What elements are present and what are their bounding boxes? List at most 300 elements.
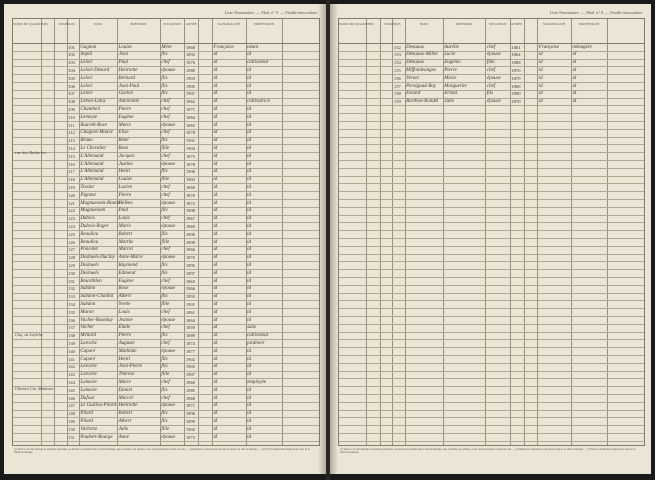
profession: id [247, 372, 251, 378]
profession: id [247, 239, 251, 245]
first-name: Jean-Paul [118, 83, 140, 89]
first-name: Marie [118, 223, 131, 229]
row-rule [339, 183, 644, 184]
surname: Dubois-Roger [80, 223, 109, 229]
profession: id [572, 52, 577, 58]
nationality: id [213, 52, 218, 58]
profession: id [247, 247, 251, 253]
row-rule [339, 230, 644, 231]
birth-year: 1867 [185, 216, 196, 222]
household-number: 157 [393, 83, 401, 89]
household-number: 136 [68, 317, 75, 323]
profession: id [247, 138, 251, 144]
nationality: id [213, 184, 218, 190]
surname: Chagnol-Mauve [80, 130, 113, 136]
profession: id [247, 418, 251, 424]
family-situation: épouse [161, 403, 176, 409]
nationality: id [538, 83, 543, 89]
nationality: id [213, 145, 218, 151]
first-name: Paul [118, 208, 129, 214]
household-number: 113 [68, 138, 75, 144]
right-page [330, 4, 651, 474]
row-rule [339, 191, 644, 192]
birth-year: 1873 [185, 434, 196, 440]
family-situation: fils [161, 83, 168, 89]
surname: Laroche [80, 340, 97, 346]
surname: Bouvelt-Roze [80, 122, 107, 128]
birth-year: 1871 [185, 106, 196, 112]
profession: id [247, 434, 251, 440]
profession: néant [247, 44, 259, 50]
surname: Deshuels [80, 262, 99, 268]
surname: Subdon [80, 286, 96, 292]
profession: id [247, 83, 251, 89]
first-name: Rose [118, 145, 129, 151]
household-number: 150 [68, 426, 75, 432]
family-situation: chef [161, 130, 170, 136]
family-situation: épouse [161, 286, 176, 292]
surname: Le Guillou-Pilard [80, 403, 117, 409]
family-situation: fils [161, 294, 168, 300]
row-rule [13, 441, 319, 442]
birth-year: 1905 [185, 83, 196, 89]
row-rule [339, 168, 644, 169]
nationality: id [213, 348, 218, 354]
family-situation: chef [161, 309, 170, 315]
family-situation: épouse [161, 161, 176, 167]
nationality: id [213, 231, 218, 237]
household-number: 133 [68, 294, 75, 300]
nationality: id [213, 130, 218, 136]
first-name: Marie [118, 379, 131, 385]
nationality: id [213, 270, 218, 276]
family-situation: chef [161, 278, 170, 284]
surname: Lemoyte [80, 114, 98, 120]
first-name: Edmond [118, 270, 136, 276]
profession: id [247, 52, 251, 58]
profession: id [247, 309, 251, 315]
household-number: 138 [68, 333, 75, 339]
family-situation: fils [161, 364, 168, 370]
household-number: 159 [393, 99, 401, 105]
household-number: 125 [68, 231, 75, 237]
household-number: 114 [68, 145, 75, 151]
row-rule [339, 402, 644, 403]
household-number: 131 [68, 278, 75, 284]
first-name: Marie [444, 75, 457, 81]
nationality: id [213, 216, 218, 222]
surname: Barthon-Rondel [406, 99, 439, 105]
nationality: id [213, 426, 218, 432]
nationality: id [213, 153, 218, 159]
first-name: Albert [118, 294, 132, 300]
first-name: Gaston [118, 91, 134, 97]
column-header: PRÉNOMS [130, 22, 147, 26]
household-number: 118 [68, 177, 75, 183]
page-footnote: (1) Dans le cas d'un ménage de plusieurs personnes, on inscrira en premier lieu le chef de ménage, puis sa femme, ses enfants, et les autres personnes vivant avec lui. — (2) Indiquer la situation de chacun par rapport au chef de ménage. — (3) Voir les instructions figurant au verso de la feuille de ménage. [340, 448, 636, 455]
birth-year: 1866 [185, 286, 196, 292]
row-rule [339, 371, 644, 372]
left-page [4, 4, 326, 474]
household-number: 116 [68, 161, 75, 167]
family-situation: chef [161, 114, 170, 120]
household-number: 142 [68, 364, 75, 370]
birth-year: 1888 [511, 60, 521, 66]
first-name: Auguste [118, 340, 135, 346]
nationality: id [213, 395, 218, 401]
row-rule [339, 347, 644, 348]
profession: id [247, 231, 251, 237]
surname: Leloir [80, 91, 93, 97]
family-situation: chef [161, 60, 170, 66]
household-number: 152 [393, 44, 401, 50]
row-rule [339, 113, 644, 114]
first-name: Émile [118, 325, 131, 331]
birth-year: 1877 [185, 348, 196, 354]
birth-year: 1902 [185, 356, 196, 362]
nationality: id [213, 200, 218, 206]
surname: Poncelet [80, 247, 98, 253]
household-number: 141 [68, 356, 75, 362]
nationality: id [213, 403, 218, 409]
birth-year: 1869 [185, 184, 196, 190]
family-situation: épouse [161, 223, 176, 229]
birth-year: 1869 [185, 223, 196, 229]
profession: id [247, 192, 251, 198]
birth-year: 1899 [185, 418, 196, 424]
family-situation: fils [161, 169, 168, 175]
family-situation: chef [486, 67, 496, 73]
family-situation: fille [161, 372, 170, 378]
column-header: SITUATION [163, 22, 181, 26]
household-number: 156 [393, 75, 401, 81]
household-number: 143 [68, 372, 75, 378]
column-header: NUMÉROS [58, 22, 75, 26]
first-name: Julie [444, 99, 454, 105]
nationality: id [213, 208, 218, 214]
birth-year: 1871 [185, 403, 196, 409]
surname: Lameire [80, 387, 97, 393]
birth-year: 1902 [185, 426, 196, 432]
profession: id [247, 278, 251, 284]
first-name: Marthe [118, 239, 134, 245]
first-name: Paul [118, 60, 129, 66]
column-header: PROFESSION [253, 22, 275, 26]
profession: id [247, 169, 251, 175]
surname: Laroche [80, 364, 97, 370]
birth-year: 1873 [185, 153, 196, 159]
household-number: 123 [68, 216, 75, 222]
row-rule [339, 207, 644, 208]
household-number: 147 [68, 403, 75, 409]
row-rule [339, 417, 644, 418]
margin-note: rue des Tacheries [15, 150, 46, 155]
surname: Deshuels-Ducloy [80, 255, 115, 261]
surname: Paubert-Bourge [80, 434, 113, 440]
household-number: 107 [68, 91, 75, 97]
row-rule [339, 277, 644, 278]
family-situation: épouse [161, 122, 176, 128]
profession: cultivatrice [247, 99, 270, 105]
surname: Le Chevalier [80, 145, 107, 151]
row-rule [339, 238, 644, 239]
profession: id [247, 184, 251, 190]
first-name: Lucie [444, 52, 456, 58]
first-name: Henriette [118, 67, 138, 73]
household-number: 146 [68, 395, 75, 401]
surname: Magnuessen-Bouret [80, 200, 121, 206]
surname: Lebon-Laloy [80, 99, 106, 105]
surname: Impôt [80, 52, 92, 58]
birth-year: 1898 [185, 208, 196, 214]
profession: ménagère [572, 44, 592, 50]
profession: id [572, 67, 577, 73]
birth-year: 1864 [185, 114, 196, 120]
nationality: id [538, 60, 543, 66]
nationality: id [213, 418, 218, 424]
first-name: Daniel [118, 387, 133, 393]
family-situation: fille [486, 60, 495, 66]
page-footnote: (1) Dans le cas d'un ménage de plusieurs personnes, on inscrira en premier lieu le chef de ménage, puis sa femme, ses enfants, et les autres personnes vivant avec lui. — (2) Indiquer la situation de chacun par rapport au chef de ménage. — (3) Voir les instructions figurant au verso de la feuille de ménage. [14, 448, 310, 455]
profession: id [247, 286, 251, 292]
nationality: id [213, 99, 218, 105]
household-number: 144 [68, 379, 75, 385]
birth-year: 1860 [185, 379, 196, 385]
family-situation: épouse [161, 348, 176, 354]
row-rule [339, 363, 644, 364]
household-number: 137 [68, 325, 75, 331]
family-situation: fils [486, 91, 494, 97]
row-rule [339, 293, 644, 294]
nationality: id [213, 278, 218, 284]
nationality: id [538, 91, 543, 97]
profession: id [247, 177, 251, 183]
first-name: Louise [118, 44, 132, 50]
first-name: Jean-Pierre [118, 364, 143, 370]
profession: id [572, 91, 577, 97]
household-number: 134 [68, 301, 75, 307]
profession: id [247, 153, 251, 159]
nationality: id [213, 60, 218, 66]
surname: Caparé [80, 348, 96, 354]
family-situation: chef [161, 379, 170, 385]
first-name: Jacques [118, 153, 135, 159]
nationality: id [213, 434, 218, 440]
birth-year: 1859 [185, 325, 196, 331]
surname: Gagnon [80, 44, 97, 50]
first-name: Robert [118, 231, 133, 237]
birth-year: 1876 [511, 67, 521, 73]
surname: Denuaux-Millet [406, 52, 438, 58]
family-situation: fille [161, 177, 170, 183]
row-rule [339, 254, 644, 255]
profession: id [247, 411, 251, 417]
family-situation: fils [161, 411, 168, 417]
column-header: ANNÉE [185, 22, 197, 26]
first-name: Jean [118, 52, 129, 58]
first-name: Pierre [444, 67, 457, 73]
family-situation: épouse [161, 317, 176, 323]
household-number: 106 [68, 83, 75, 89]
profession: id [247, 145, 251, 151]
surname: Vernet [406, 75, 419, 81]
first-name: Antoinette [118, 99, 140, 105]
birth-year: 1868 [185, 44, 196, 50]
profession: id [247, 161, 251, 167]
nationality: id [213, 122, 218, 128]
column-header: NOM [93, 22, 102, 26]
family-situation: fils [161, 75, 168, 81]
family-situation: fils [161, 52, 168, 58]
nationality: id [213, 340, 218, 346]
family-situation: fils [161, 270, 168, 276]
family-situation: chef [161, 216, 170, 222]
first-name: Anne [118, 434, 129, 440]
first-name: Marguerite [444, 83, 467, 89]
row-rule [339, 378, 644, 379]
nationality: id [213, 75, 218, 81]
first-name: Aurélie [444, 44, 459, 50]
birth-year: 1903 [185, 75, 196, 81]
family-situation: épouse [486, 99, 501, 105]
row-rule [339, 222, 644, 223]
first-name: Marie [118, 122, 131, 128]
first-name: René [118, 138, 129, 144]
page-header: Liste Nominative. — Mod. n° 9. — Feuille intercalaire. [549, 10, 643, 15]
nationality: id [538, 52, 543, 58]
nationality: id [213, 301, 218, 307]
nationality: id [213, 364, 218, 370]
birth-year: 1903 [185, 177, 196, 183]
birth-year: 1866 [185, 247, 196, 253]
household-number: 104 [68, 67, 75, 73]
birth-year: 1901 [185, 301, 196, 307]
first-name: Robert [118, 411, 133, 417]
household-number: 132 [68, 286, 75, 292]
birth-year: 1870 [511, 99, 521, 105]
profession: employée [247, 379, 266, 385]
profession: id [247, 262, 251, 268]
row-rule [339, 160, 644, 161]
column-header: PROFESSION [578, 22, 600, 26]
first-name: Pierre [118, 106, 132, 112]
family-situation: épouse [486, 52, 501, 58]
household-number: 103 [68, 60, 75, 66]
profession: id [247, 270, 251, 276]
birth-year: 1904 [185, 145, 196, 151]
family-situation: fils [161, 333, 168, 339]
birth-year: 1893 [185, 294, 196, 300]
birth-year: 1863 [185, 278, 196, 284]
household-number: 105 [68, 75, 75, 81]
first-name: Henri [118, 169, 131, 175]
profession: id [247, 223, 251, 229]
surname: Chantheil [80, 106, 101, 112]
first-name: Anne-Marie [118, 255, 143, 261]
household-number: 115 [68, 153, 75, 159]
nationality: id [213, 106, 218, 112]
first-name: Louise [118, 177, 132, 183]
birth-year: 1870 [185, 192, 196, 198]
surname: Leloir [80, 83, 93, 89]
family-situation: fils [161, 138, 168, 144]
nationality: id [538, 67, 543, 73]
surname: Denuaux [406, 60, 425, 66]
household-number: 145 [68, 387, 75, 393]
first-name: Julie [118, 426, 129, 432]
profession: id [247, 130, 251, 136]
profession: sans [247, 325, 256, 331]
page-shadow [330, 4, 338, 474]
surname: Beaulieu [80, 231, 99, 237]
nationality: id [213, 247, 218, 253]
first-name: Eugène [118, 114, 134, 120]
surname: Vacher [80, 325, 95, 331]
nationality: id [213, 356, 218, 362]
nationality: id [213, 325, 218, 331]
surname: Magnuessen [80, 208, 106, 214]
nationality: id [213, 91, 218, 97]
first-name: Elise [118, 130, 129, 136]
census-table [12, 18, 320, 446]
family-situation: fils [161, 418, 168, 424]
nationality: id [213, 262, 218, 268]
column-header: ANNÉE [510, 22, 523, 26]
household-number: 121 [68, 200, 75, 206]
household-number: 122 [68, 208, 75, 214]
profession: id [247, 255, 251, 261]
first-name: Raymond [118, 262, 138, 268]
birth-year: 1900 [185, 169, 196, 175]
row-rule [339, 300, 644, 301]
surname: Bruno [80, 138, 93, 144]
row-rule [339, 425, 644, 426]
row-rule [339, 324, 644, 325]
household-number: 135 [68, 309, 75, 315]
surname: Tessier [80, 184, 95, 190]
birth-year: 1885 [185, 387, 196, 393]
row-rule [339, 308, 644, 309]
family-situation: chef [161, 106, 170, 112]
column-header: NATIONALITÉ [217, 22, 240, 26]
nationality: id [213, 255, 218, 261]
household-number: 128 [68, 255, 75, 261]
family-situation: chef [161, 340, 170, 346]
nationality: id [213, 223, 218, 229]
family-situation: épouse [161, 67, 176, 73]
nationality: id [213, 317, 218, 323]
family-situation: fils [161, 91, 168, 97]
birth-year: 1905 [185, 364, 196, 370]
census-table [338, 18, 645, 446]
family-situation: chef [486, 83, 496, 89]
row-rule [339, 246, 644, 247]
household-number: 127 [68, 247, 75, 253]
birth-year: 1868 [185, 395, 196, 401]
household-number: 153 [393, 52, 401, 58]
household-number: 129 [68, 262, 75, 268]
surname: L'Allemand [80, 153, 104, 159]
nationality: id [213, 192, 218, 198]
page-header: Liste Nominative. — Mod. n° 9. — Feuille intercalaire. [224, 10, 318, 15]
birth-year: 1872 [185, 200, 196, 206]
family-situation: chef [486, 44, 496, 50]
surname: Bourdillon [80, 278, 102, 284]
first-name: Hélène [118, 200, 133, 206]
first-name: Justine [118, 161, 133, 167]
profession: id [572, 75, 577, 81]
birth-year: 1878 [185, 161, 196, 167]
